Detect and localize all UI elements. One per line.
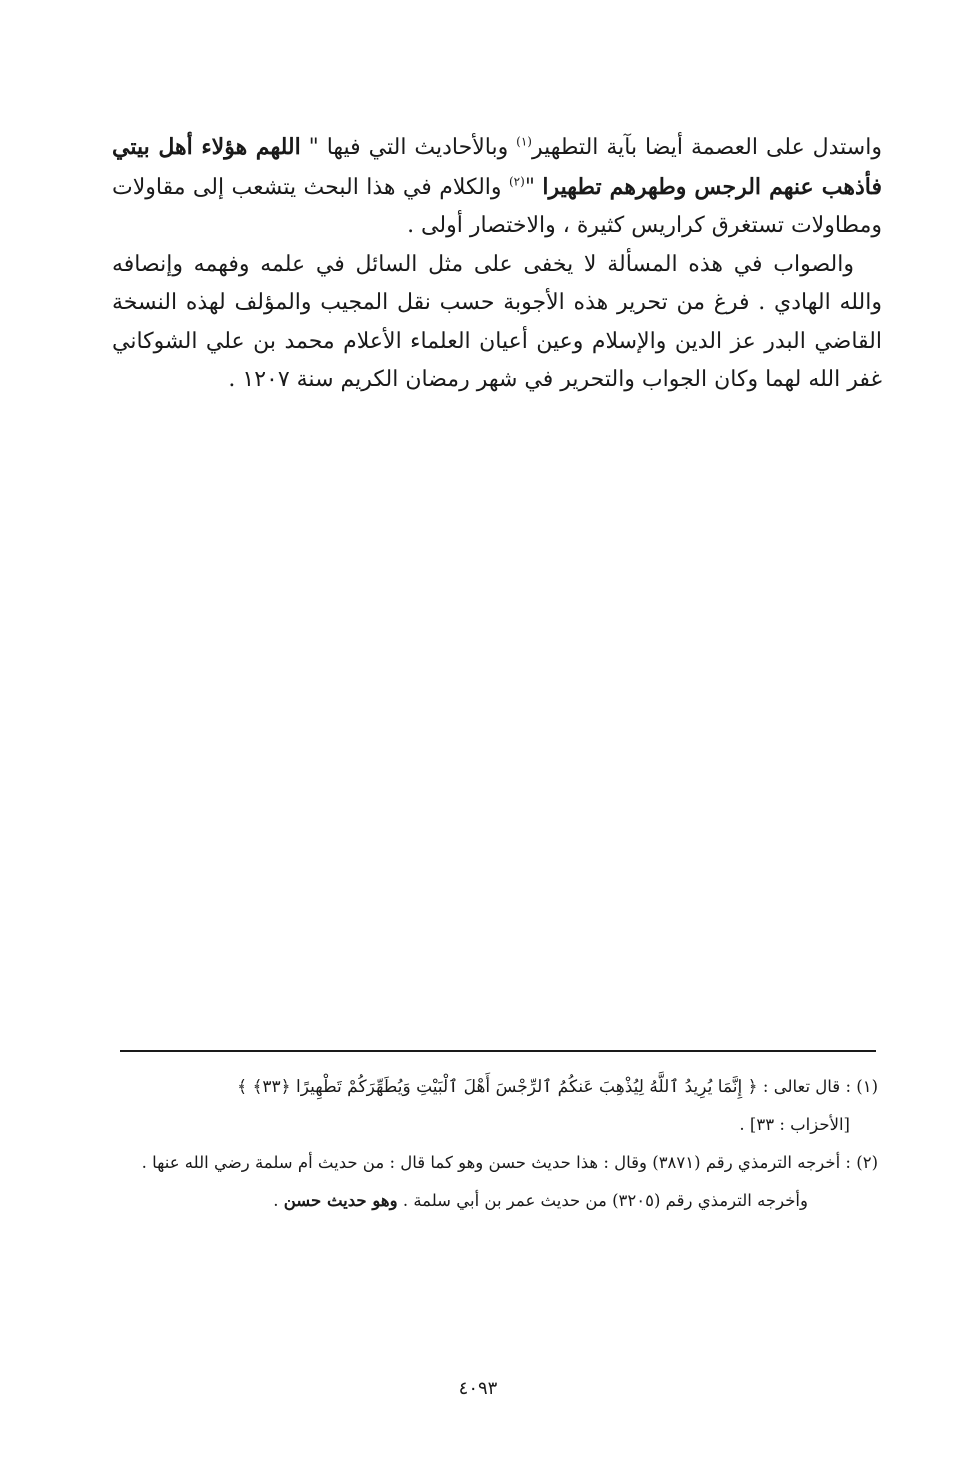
footnote-1 <box>108 1068 878 1106</box>
footnote-2-end: . <box>273 1191 284 1210</box>
footnote-divider <box>120 1050 876 1052</box>
footnote-2-additional <box>108 1182 878 1220</box>
page-number: ٤٠٩٣ <box>458 1378 498 1399</box>
footnote-ref-1: (١) <box>516 134 532 149</box>
quran-verse: ﴿ إِنَّمَا يُرِيدُ ٱللَّهُ لِيُذْهِبَ عَنكُمُ ٱلرِّجْسَ أَهْلَ ٱلْبَيْتِ وَيُطَهِّرَكُمْ تَطْهِيرًا ﴿٣٣﴾ ﴾ <box>237 1077 758 1097</box>
hadith-quote: اللهم هؤلاء أهل بيتي فأذهب عنهم الرجس وطهرهم تطهيرا <box>112 134 882 200</box>
paragraph-1-text-a: واستدل على العصمة أيضا بآية التطهير <box>531 135 882 160</box>
footnote-2-additional-text: وأخرجه الترمذي رقم (٣٢٠٥) من حديث عمر بن أبي سلمة . <box>397 1191 808 1210</box>
footnote-1-reference: [الأحزاب : ٣٣] . <box>739 1115 850 1134</box>
main-text <box>112 128 882 400</box>
footnote-1-prefix: (١) : قال تعالى : <box>757 1077 878 1096</box>
quote-close: " <box>524 174 543 200</box>
footnote-2: (٢) : أخرجه الترمذي رقم (٣٨٧١) وقال : هذا حديث حسن وهو كما قال : من حديث أم سلمة رضي الله عنها . <box>141 1153 878 1172</box>
footnote-2-grading: وهو حديث حسن <box>283 1191 398 1210</box>
paragraph-1-text-b: وبالأحاديث التي فيها " <box>300 135 517 160</box>
paragraph-1 <box>112 128 882 246</box>
paragraph-2: والصواب في هذه المسألة لا يخفى على مثل السائل في علمه وفهمه وإنصافه والله الهادي . فرغ من تحرير هذه الأجوبة حسب نقل المجيب والمؤلف لهذه النسخة القاضي البدر عز الدين والإسلام وعين أعيان العلماء الأعلام محمد بن علي الشوكاني غفر الله لهما وكان الجواب والتحرير في شهر رمضان الكريم سنة ١٢٠٧ . <box>112 251 882 392</box>
paragraph-1-text-c: والكلام في هذا البحث يتشعب إلى مقاولات ومطاولات تستغرق كراريس كثيرة ، والاختصار أولى . <box>112 174 882 238</box>
footnotes <box>108 1068 878 1220</box>
footnote-ref-2: (٢) <box>508 174 525 189</box>
